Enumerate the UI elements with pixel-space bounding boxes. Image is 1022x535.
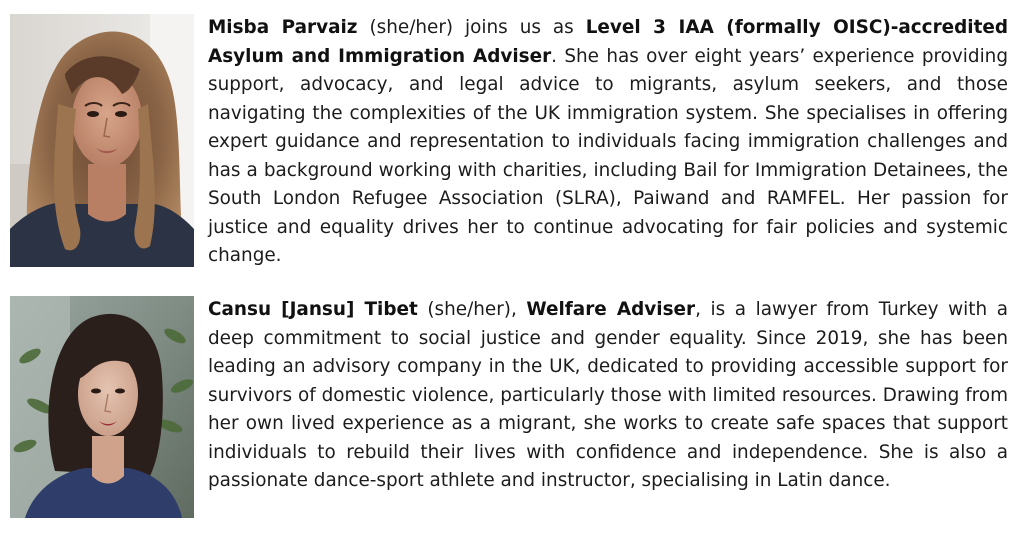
profile-name: Cansu [Jansu] Tibet — [208, 299, 418, 320]
profile-description: , is a lawyer from Turkey with a deep commitment to social justice and gender equality. Since 2019, she has been leading an advisory company in the UK, dedicated to providing accessible support for survivors of domestic violence, particularly those with limited resources. Drawing from her own lived experience as a migrant, she works to create safe spaces that support individuals to rebuild their lives with confidence and independence. She is also a passionate dance-sport athlete and instructor, specialising in Latin dance. — [208, 299, 1008, 491]
portrait-photo-cansu-tibet — [10, 296, 194, 518]
portrait-image — [10, 14, 194, 267]
profile-role: Welfare Adviser — [526, 299, 696, 320]
profile-card-misba-parvaiz — [0, 14, 1022, 268]
profile-description: . She has over eight years’ experience providing support, advocacy, and legal advice to migrants, asylum seekers, and those navigating the complexities of the UK immigration system. She specialises in offering expert guidance and representation to individuals facing immigration challenges and has a background working with charities, including Bail for Immigration Detainees, the South London Refugee Association (SLRA), Paiwand and RAMFEL. Her passion for justice and equality drives her to continue advocating for fair policies and systemic change. — [208, 45, 1009, 266]
profile-bio-text — [208, 296, 1008, 496]
portrait-photo-misba-parvaiz — [10, 14, 194, 267]
profile-card-cansu-tibet — [0, 296, 1022, 518]
profile-role: Level 3 IAA (formally OISC)-accredited Asylum and Immigration Adviser — [208, 17, 1009, 67]
profile-pronouns: (she/her), — [417, 299, 527, 320]
portrait-image — [10, 296, 194, 518]
profile-pronouns: (she/her) joins us as — [357, 17, 586, 38]
profile-name: Misba Parvaiz — [208, 17, 358, 38]
profile-bio-text — [208, 14, 1008, 271]
